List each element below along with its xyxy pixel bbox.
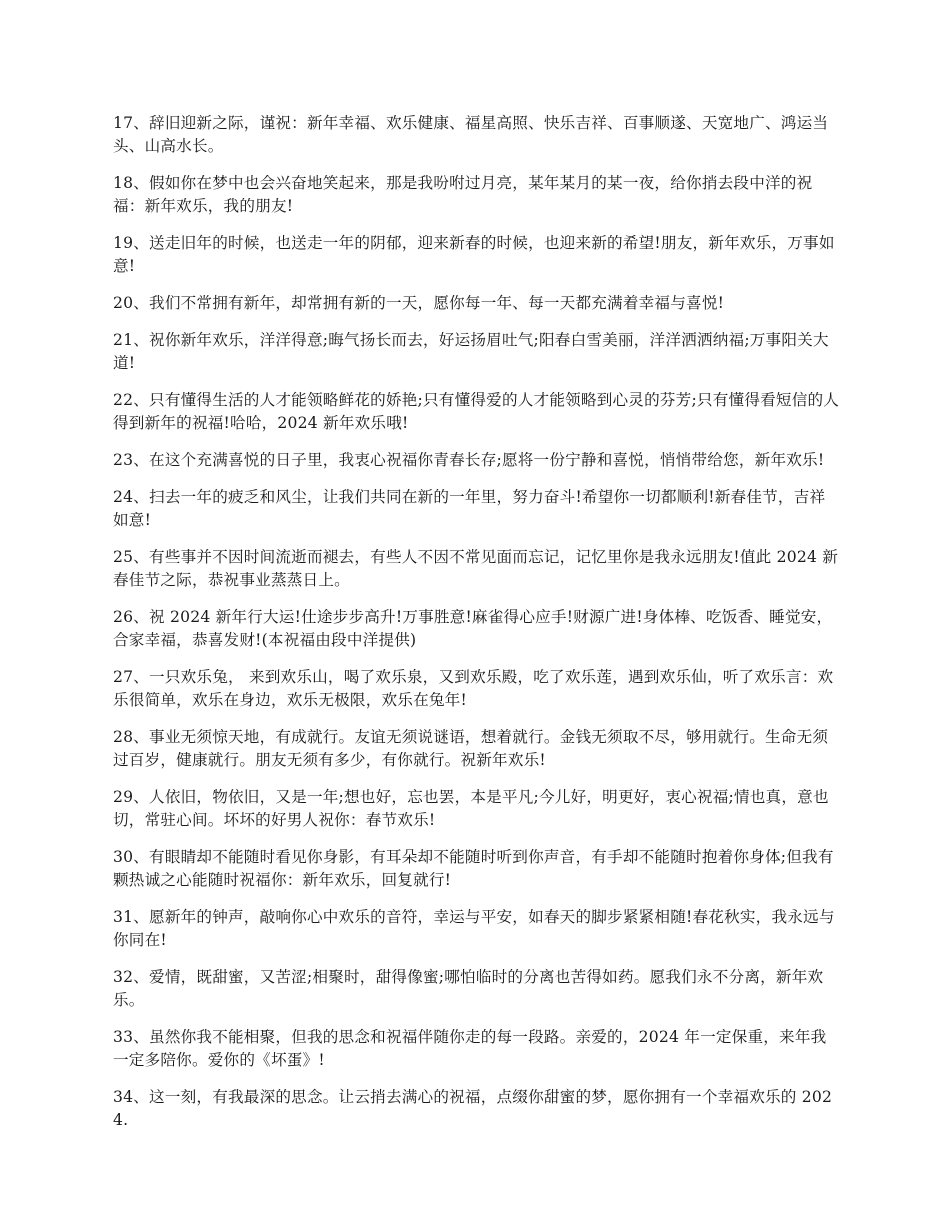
paragraph-31: 31、愿新年的钟声，敲响你心中欢乐的音符，幸运与平安，如春天的脚步紧紧相随!春花秋实，我永远与你同在! (113, 908, 835, 949)
paragraph-33: 33、虽然你我不能相聚，但我的思念和祝福伴随你走的每一段路。亲爱的，2024 年一定保重，来年我一定多陪你。爱你的《坏蛋》! (113, 1028, 827, 1069)
paragraph-23: 23、在这个充满喜悦的日子里，我衷心祝福你青春长存;愿将一份宁静和喜悦，悄悄带给您，新年欢乐! (113, 451, 825, 469)
paragraph-18: 18、假如你在梦中也会兴奋地笑起来，那是我吩咐过月亮，某年某月的某一夜，给你捎去段中洋的祝福：新年欢乐，我的朋友! (113, 174, 813, 215)
paragraph-25: 25、有些事并不因时间流逝而褪去，有些人不因不常见面而忘记，记忆里你是我永远朋友!值此 2024 新春佳节之际，恭祝事业蒸蒸日上。 (113, 548, 839, 589)
paragraph-26: 26、祝 2024 新年行大运!仕途步步高升!万事胜意!麻雀得心应手!财源广进!身体棒、吃饭香、睡觉安，合家幸福，恭喜发财!(本祝福由段中洋提供) (113, 608, 833, 649)
paragraph-17: 17、辞旧迎新之际，谨祝：新年幸福、欢乐健康、福星高照、快乐吉祥、百事顺遂、天宽地广、鸿运当头、山高水长。 (113, 114, 829, 155)
paragraph-24: 24、扫去一年的疲乏和风尘，让我们共同在新的一年里，努力奋斗!希望你一切都顺利!新春佳节，吉祥如意! (113, 488, 826, 529)
paragraph-21: 21、祝你新年欢乐，洋洋得意;晦气扬长而去，好运扬眉吐气;阳春白雪美丽，洋洋洒洒纳福;万事阳关大道! (113, 331, 829, 372)
paragraph-34: 34、这一刻，有我最深的思念。让云捎去满心的祝福，点缀你甜蜜的梦，愿你拥有一个幸福欢乐的 2024. (113, 1088, 833, 1129)
paragraph-28: 28、事业无须惊天地，有成就行。友谊无须说谜语，想着就行。金钱无须取不尽，够用就行。生命无须过百岁，健康就行。朋友无须有多少，有你就行。祝新年欢乐! (113, 728, 829, 769)
paragraph-19: 19、送走旧年的时候，也送走一年的阴郁，迎来新春的时候，也迎来新的希望!朋友，新年欢乐，万事如意! (113, 234, 835, 275)
paragraph-29: 29、人依旧，物依旧，又是一年;想也好，忘也罢，本是平凡;今儿好，明更好，衷心祝福;情也真，意也切，常驻心间。坏坏的好男人祝你：春节欢乐! (113, 788, 829, 829)
paragraph-27: 27、一只欢乐兔， 来到欢乐山，喝了欢乐泉，又到欢乐殿，吃了欢乐莲，遇到欢乐仙，听了欢乐言：欢乐很简单，欢乐在身边，欢乐无极限，欢乐在兔年! (113, 668, 834, 709)
paragraph-32: 32、爱情，既甜蜜，又苦涩;相聚时，甜得像蜜;哪怕临时的分离也苦得如药。愿我们永不分离，新年欢乐。 (113, 968, 824, 1009)
paragraph-22: 22、只有懂得生活的人才能领略鲜花的娇艳;只有懂得爱的人才能领略到心灵的芬芳;只有懂得看短信的人得到新年的祝福!哈哈，2024 新年欢乐哦! (113, 391, 840, 432)
paragraph-20: 20、我们不常拥有新年，却常拥有新的一天，愿你每一年、每一天都充满着幸福与喜悦! (113, 294, 725, 312)
paragraph-30: 30、有眼睛却不能随时看见你身影，有耳朵却不能随时听到你声音，有手却不能随时抱着你身体;但我有颗热诚之心能随时祝福你：新年欢乐，回复就行! (113, 848, 834, 889)
